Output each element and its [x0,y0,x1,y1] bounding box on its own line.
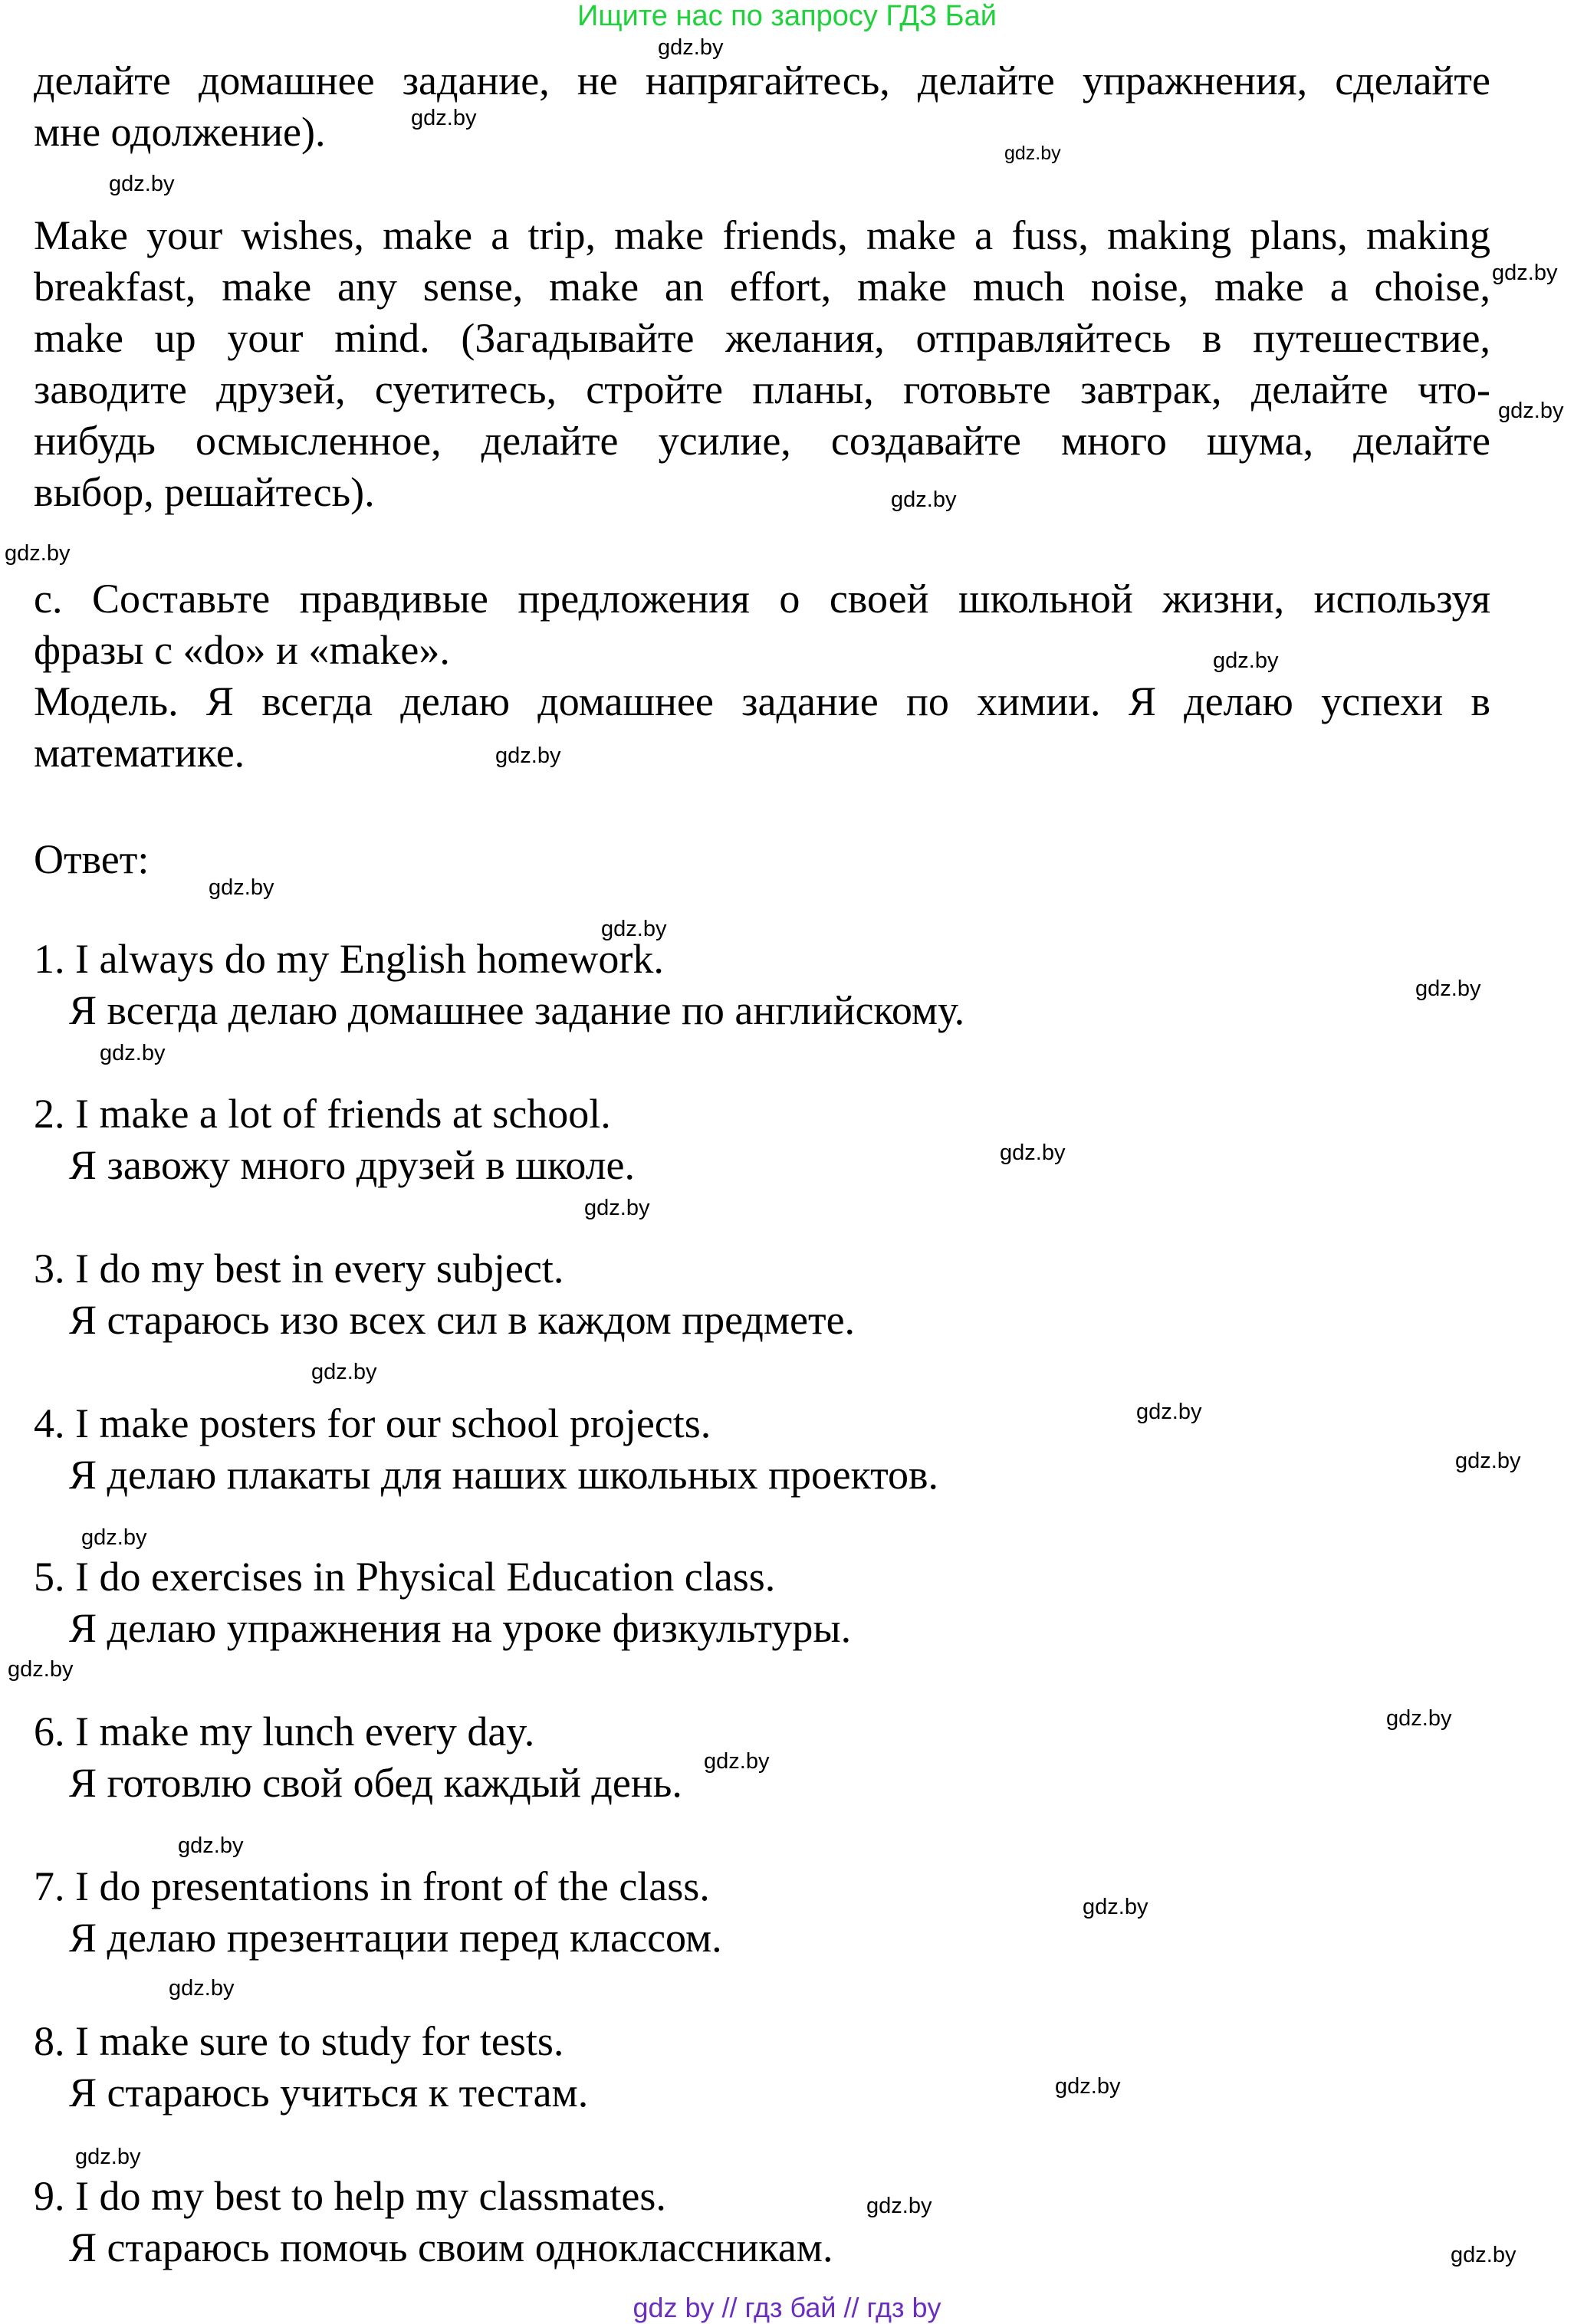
watermark: gdz.by [411,106,477,130]
watermark: gdz.by [1492,261,1558,285]
watermark: gdz.by [891,487,957,512]
watermark: gdz.by [704,1749,770,1774]
make-phrases-paragraph [34,210,1490,518]
task-c-paragraph [34,573,1490,779]
answer-label: Ответ: [34,836,150,882]
make-line: make up your mind. (Загадывайте желания, отправляйтесь в путешествие, [34,315,1490,361]
watermark: gdz.by [169,1976,235,2001]
watermark: gdz.by [311,1360,377,1384]
task-c-line: c. Составьте правдивые предложения о своей школьной жизни, используя [34,576,1490,622]
answer-ru: Я стараюсь помочь своим одноклассникам. [69,2224,833,2270]
answer-ru: Я делаю презентации перед классом. [69,1915,722,1961]
model-line: Модель. Я всегда делаю домашнее задание по химии. Я делаю успехи в [34,678,1490,724]
watermark: gdz.by [1000,1141,1066,1165]
watermark: gdz.by [584,1196,650,1220]
intro-paragraph [34,55,1490,158]
answer-ru: Я стараюсь изо всех сил в каждом предмете. [69,1297,856,1343]
intro-line: делайте домашнее задание, не напрягайтесь, делайте упражнения, сделайте [34,57,1490,103]
footer-links[interactable]: gdz by // гдз бай // гдз by [633,2292,941,2323]
answer-ru: Я всегда делаю домашнее задание по английскому. [69,987,965,1033]
answer-en: 9. I do my best to help my classmates. [34,2173,666,2219]
answer-item [34,1088,635,1191]
watermark: gdz.by [1004,143,1061,164]
answer-ru: Я стараюсь учиться к тестам. [69,2070,589,2116]
watermark: gdz.by [1451,2243,1516,2267]
watermark: gdz.by [8,1657,74,1682]
watermark: gdz.by [1498,399,1564,423]
watermark: gdz.by [75,2145,141,2169]
answer-item [34,934,964,1036]
watermark: gdz.by [100,1041,166,1065]
watermark: gdz.by [1386,1706,1452,1731]
intro-line: мне одолжение). [34,109,326,155]
make-line: breakfast, make any sense, make an effort, make much noise, make a choise, [34,264,1490,310]
watermark: gdz.by [601,917,667,941]
watermark: gdz.by [1213,648,1279,673]
watermark: gdz.by [495,743,561,768]
answer-ru: Я завожу много друзей в школе. [69,1142,636,1188]
answer-item [34,1243,855,1346]
watermark: gdz.by [1055,2074,1121,2099]
watermark: gdz.by [5,541,71,566]
answer-ru: Я делаю плакаты для наших школьных проектов. [69,1452,939,1498]
make-line: заводите друзей, суетитесь, стройте планы, готовьте завтрак, делайте что- [34,366,1490,412]
make-line: нибудь осмысленное, делайте усилие, создавайте много шума, делайте [34,418,1490,464]
top-banner: Ищите нас по запросу ГДЗ Бай [577,0,997,32]
answer-en: 3. I do my best in every subject. [34,1246,564,1292]
make-line: Make your wishes, make a trip, make friends, make a fuss, making plans, making [34,212,1490,258]
watermark: gdz.by [178,1833,244,1858]
answer-en: 8. I make sure to study for tests. [34,2018,564,2064]
answer-item [34,2016,588,2119]
watermark: gdz.by [658,35,724,60]
answer-item [34,2171,833,2273]
answer-en: 1. I always do my English homework. [34,936,664,982]
watermark: gdz.by [81,1525,147,1550]
watermark: gdz.by [866,2194,932,2218]
answer-ru: Я делаю упражнения на уроке физкультуры. [69,1605,852,1651]
answer-ru: Я готовлю свой обед каждый день. [69,1760,682,1806]
watermark: gdz.by [1455,1449,1521,1473]
answer-item [34,1706,682,1809]
answer-item [34,1551,851,1654]
answer-en: 5. I do exercises in Physical Education class. [34,1554,776,1600]
answer-en: 2. I make a lot of friends at school. [34,1091,611,1137]
watermark: gdz.by [109,172,175,196]
answer-en: 4. I make posters for our school projects. [34,1400,711,1446]
watermark: gdz.by [1136,1400,1202,1424]
answer-en: 6. I make my lunch every day. [34,1709,535,1754]
task-c-line: фразы с «do» и «make». [34,627,450,673]
watermark: gdz.by [1415,977,1481,1001]
answer-en: 7. I do presentations in front of the class. [34,1863,710,1909]
model-line: математике. [34,730,245,776]
answer-item [34,1861,722,1964]
make-line: выбор, решайтесь). [34,469,375,515]
watermark: gdz.by [209,875,274,900]
answer-item [34,1398,938,1501]
watermark: gdz.by [1083,1895,1148,1919]
